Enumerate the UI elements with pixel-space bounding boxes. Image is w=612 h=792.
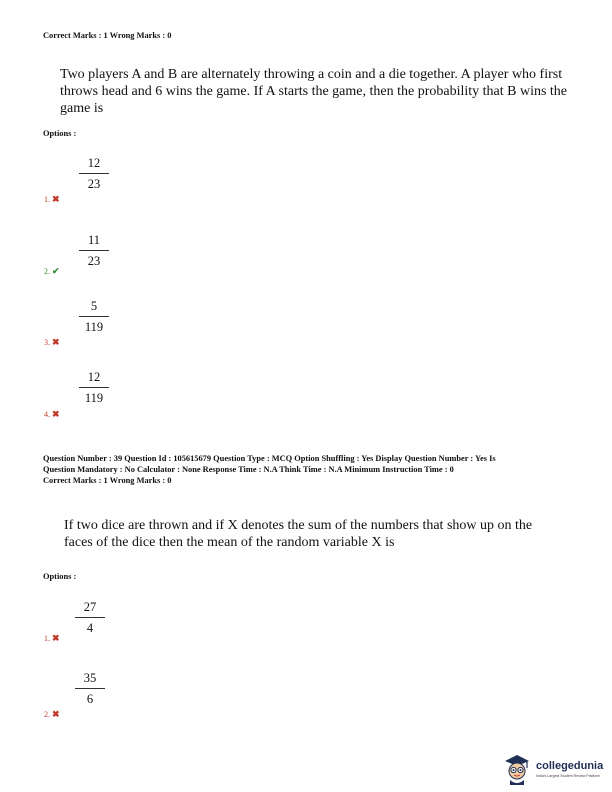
cross-icon: ✖: [52, 633, 60, 643]
denominator: 23: [87, 254, 101, 268]
q38-options-label: Options :: [43, 129, 77, 138]
cross-icon: ✖: [52, 709, 60, 719]
denominator: 4: [86, 621, 94, 635]
numerator: 27: [83, 600, 97, 614]
option-number: 2.: [44, 710, 50, 719]
q39-meta-line: Question Mandatory : No Calculator : None Response Time : N.A Think Time : N.A Minimum Instruction Time : 0: [43, 465, 454, 474]
denominator: 23: [87, 177, 101, 191]
fraction-bar: [75, 688, 105, 689]
q39-meta-line: Correct Marks : 1 Wrong Marks : 0: [43, 476, 172, 485]
option-number: 4.: [44, 410, 50, 419]
q39-option-1-fraction[interactable]: [75, 600, 105, 635]
q38-marks: Correct Marks : 1 Wrong Marks : 0: [43, 31, 172, 40]
q39-text-line: faces of the dice then the mean of the random variable X is: [64, 535, 395, 550]
q38-option-1-fraction[interactable]: [79, 156, 109, 191]
q39-meta-line: Question Number : 39 Question Id : 105615679 Question Type : MCQ Option Shuffling : Yes Display Question Number : Yes Is: [43, 454, 496, 463]
option-number: 1.: [44, 195, 50, 204]
q39-option-2-fraction[interactable]: [75, 671, 105, 706]
q39-option-2-number: [44, 709, 60, 720]
q39-meta: [43, 453, 603, 486]
checkmark-icon: ✔: [52, 266, 60, 276]
q39-text: [64, 517, 532, 551]
q38-text-line: Two players A and B are alternately throwing a coin and a die together. A player who first: [60, 67, 563, 82]
denominator: 119: [84, 391, 104, 405]
q38-text: [60, 66, 567, 117]
numerator: 5: [90, 299, 98, 313]
fraction-bar: [79, 250, 109, 251]
q38-option-2-fraction[interactable]: [79, 233, 109, 268]
q38-option-4-fraction[interactable]: [79, 370, 109, 405]
student-mascot-icon: [502, 752, 532, 786]
q38-option-4-number: [44, 409, 60, 420]
numerator: 11: [87, 233, 101, 247]
q38-text-line: throws head and 6 wins the game. If A starts the game, then the probability that B wins the: [60, 84, 568, 99]
option-number: 2.: [44, 267, 50, 276]
q38-option-3-fraction[interactable]: [79, 299, 109, 334]
q39-option-1-number: [44, 633, 60, 644]
q39-text-line: If two dice are thrown and if X denotes the sum of the numbers that show up on the: [64, 518, 533, 533]
fraction-bar: [79, 173, 109, 174]
fraction-bar: [79, 316, 109, 317]
option-number: 3.: [44, 338, 50, 347]
numerator: 12: [87, 370, 101, 384]
numerator: 35: [83, 671, 97, 685]
q38-option-1-number: [44, 194, 60, 205]
fraction-bar: [79, 387, 109, 388]
q38-text-line: game is: [60, 101, 104, 116]
q39-options-label: Options :: [43, 572, 77, 581]
logo-text: collegedunia: [536, 760, 604, 772]
q38-option-2-number: [44, 266, 60, 277]
cross-icon: ✖: [52, 409, 60, 419]
option-number: 1.: [44, 634, 50, 643]
collegedunia-logo[interactable]: [502, 752, 612, 788]
denominator: 6: [86, 692, 94, 706]
cross-icon: ✖: [52, 337, 60, 347]
q38-option-3-number: [44, 337, 60, 348]
denominator: 119: [84, 320, 104, 334]
logo-tagline: India's Largest Student Review Platform: [536, 774, 600, 778]
cross-icon: ✖: [52, 194, 60, 204]
fraction-bar: [75, 617, 105, 618]
numerator: 12: [87, 156, 101, 170]
